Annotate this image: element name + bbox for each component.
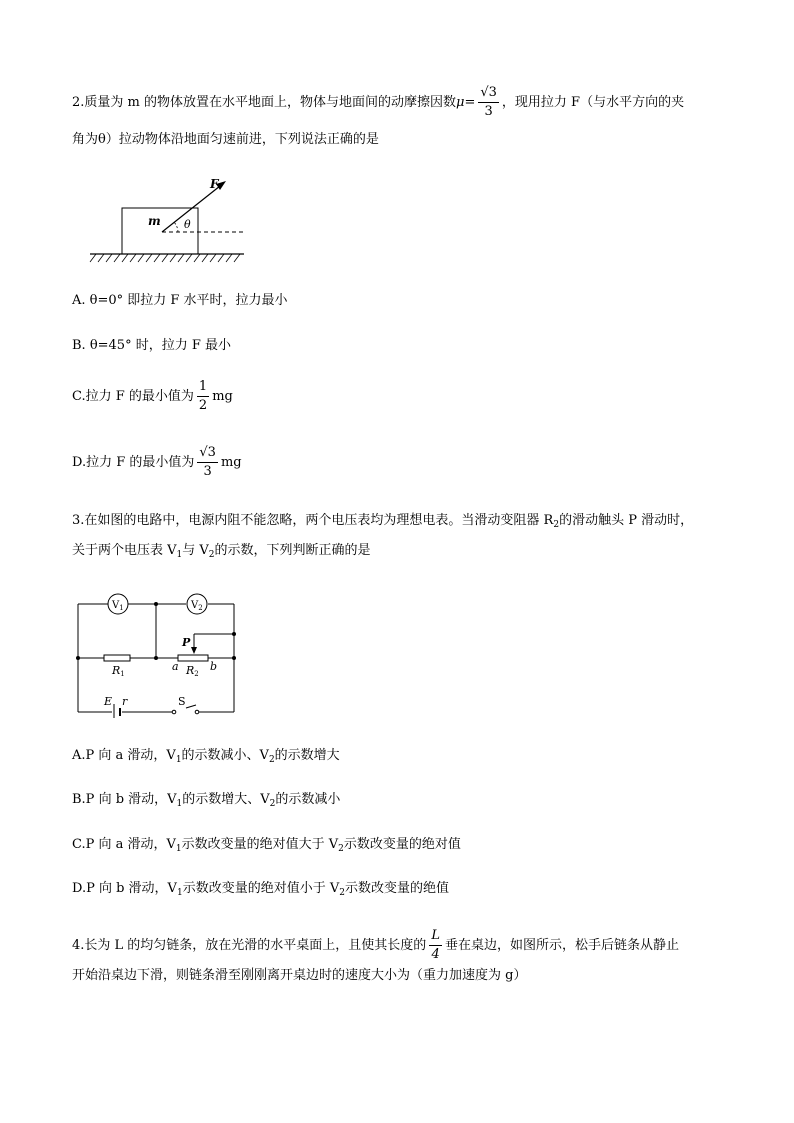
slider-arrow xyxy=(191,647,197,654)
q3-option-d xyxy=(72,879,449,903)
q3-text-b: 的滑动触头 P 滑动时， xyxy=(559,513,694,528)
resistor-r2 xyxy=(178,655,208,661)
q3-d-text1: D.P 向 b 滑动，V xyxy=(72,881,177,896)
option-c-fraction xyxy=(197,378,209,415)
mu-fraction xyxy=(478,84,499,121)
q2-line-1 xyxy=(72,84,684,121)
q4-line-1 xyxy=(72,927,679,964)
q3-a-sub1: 1 xyxy=(175,755,182,765)
q3-option-b xyxy=(72,790,340,814)
junction-dot-1 xyxy=(76,656,80,660)
equals-sign: = xyxy=(464,95,476,110)
q3-b-text3: 的示数减小 xyxy=(275,792,341,807)
q3-b-sub2: 2 xyxy=(269,799,276,809)
q3-d-sub1: 1 xyxy=(176,888,183,898)
q3-option-a xyxy=(72,746,340,770)
q4-text-b: 垂在桌边，如图所示，松手后链条从静止 xyxy=(444,938,679,953)
label-m: m xyxy=(148,214,161,228)
switch-contact-1 xyxy=(172,710,176,714)
label-p: P xyxy=(182,636,191,649)
q3-d-sub2: 2 xyxy=(339,888,345,898)
q2-option-c xyxy=(72,378,233,415)
option-c-prefix: C.拉力 F 的最小值为 xyxy=(72,389,194,404)
mu-frac-num: √3 xyxy=(478,84,499,103)
q3-b-sub1: 1 xyxy=(176,799,183,809)
option-c-suffix: mg xyxy=(212,389,233,404)
label-F: F xyxy=(210,177,219,191)
q4-fraction xyxy=(429,927,442,964)
option-d-suffix: mg xyxy=(220,455,242,470)
label-r1: R1 xyxy=(112,664,125,678)
force-arrow-line xyxy=(162,186,220,232)
q3-a-sub2: 2 xyxy=(268,755,275,765)
switch-contact-2 xyxy=(195,710,199,714)
q3-circuit-figure xyxy=(72,590,242,718)
label-theta: θ xyxy=(184,218,191,231)
label-r: r xyxy=(122,695,128,708)
q3-d-text3: 示数改变量的绝值 xyxy=(344,881,449,896)
q2-option-d xyxy=(72,444,242,481)
q3-a-text1: A.P 向 a 滑动，V xyxy=(72,748,176,763)
option-c-frac-den: 2 xyxy=(198,398,208,413)
q3-text-c: 关于两个电压表 V xyxy=(72,543,177,558)
q2-figure xyxy=(86,172,256,268)
q3-sub-r2: 2 xyxy=(553,520,560,530)
resistor-r1 xyxy=(104,655,130,661)
junction-dot-3 xyxy=(154,656,158,660)
mu-frac-den: 3 xyxy=(484,104,493,119)
q3-text-d: 与 V xyxy=(182,543,209,558)
q3-text-e: 的示数，下列判断正确的是 xyxy=(214,543,371,558)
q3-line-2 xyxy=(72,541,371,565)
label-v2: $V_2$ xyxy=(191,600,203,612)
label-a: a xyxy=(172,660,179,673)
q4-line-2: 开始沿桌边下滑，则链条滑至刚刚离开桌边时的速度大小为（重力加速度为 g） xyxy=(72,968,527,983)
option-d-frac-num: √3 xyxy=(197,444,218,463)
q3-b-text2: 的示数增大、V xyxy=(182,792,270,807)
label-s: S xyxy=(178,695,186,708)
q3-b-text1: B.P 向 b 滑动，V xyxy=(72,792,177,807)
q3-line-1 xyxy=(72,511,693,535)
q4-frac-den: 4 xyxy=(431,947,440,962)
mu-symbol: μ xyxy=(456,95,465,110)
q3-c-sub1: 1 xyxy=(175,844,182,854)
q2-line-2: 角为θ）拉动物体沿地面匀速前进，下列说法正确的是 xyxy=(72,132,379,147)
junction-dot-2 xyxy=(154,602,158,606)
junction-dot-5 xyxy=(232,656,236,660)
q4-frac-num: L xyxy=(429,927,442,946)
option-d-prefix: D.拉力 F 的最小值为 xyxy=(72,455,195,470)
option-d-frac-den: 3 xyxy=(203,464,212,479)
theta-arc xyxy=(174,222,178,232)
q3-a-text2: 的示数减小、V xyxy=(181,748,269,763)
label-v1: $V_1$ xyxy=(112,600,124,612)
junction-dot-4 xyxy=(232,632,236,636)
q2-text-a: 2.质量为 m 的物体放置在水平地面上，物体与地面间的动摩擦因数 xyxy=(72,95,456,110)
q3-text-a: 3.在如图的电路中，电源内阻不能忽略，两个电压表均为理想电表。当滑动变阻器 R xyxy=(72,513,554,528)
q3-c-text2: 示数改变量的绝对值大于 V xyxy=(181,837,339,852)
label-r2: R2 xyxy=(186,664,199,678)
q3-c-text3: 示数改变量的绝对值 xyxy=(343,837,461,852)
q2-option-a: A. θ=0° 即拉力 F 水平时，拉力最小 xyxy=(72,293,288,308)
q3-d-text2: 示数改变量的绝对值小于 V xyxy=(182,881,340,896)
label-e: E xyxy=(104,695,113,708)
ground-hatch xyxy=(90,254,240,262)
label-b: b xyxy=(210,660,218,673)
q3-sub-v1: 1 xyxy=(176,550,183,560)
q2-text-b: ，现用拉力 F（与水平方向的夹 xyxy=(501,95,685,110)
option-d-fraction xyxy=(197,444,218,481)
q4-text-a: 4.长为 L 的均匀链条，放在光滑的水平桌面上，且使其长度的 xyxy=(72,938,427,953)
q3-a-text3: 的示数增大 xyxy=(274,748,340,763)
q3-sub-v2: 2 xyxy=(208,550,215,560)
q2-option-b: B. θ=45° 时，拉力 F 最小 xyxy=(72,338,231,353)
q3-c-text1: C.P 向 a 滑动，V xyxy=(72,837,176,852)
q3-option-c xyxy=(72,835,461,859)
q3-c-sub2: 2 xyxy=(338,844,344,854)
option-c-frac-num: 1 xyxy=(197,378,209,397)
